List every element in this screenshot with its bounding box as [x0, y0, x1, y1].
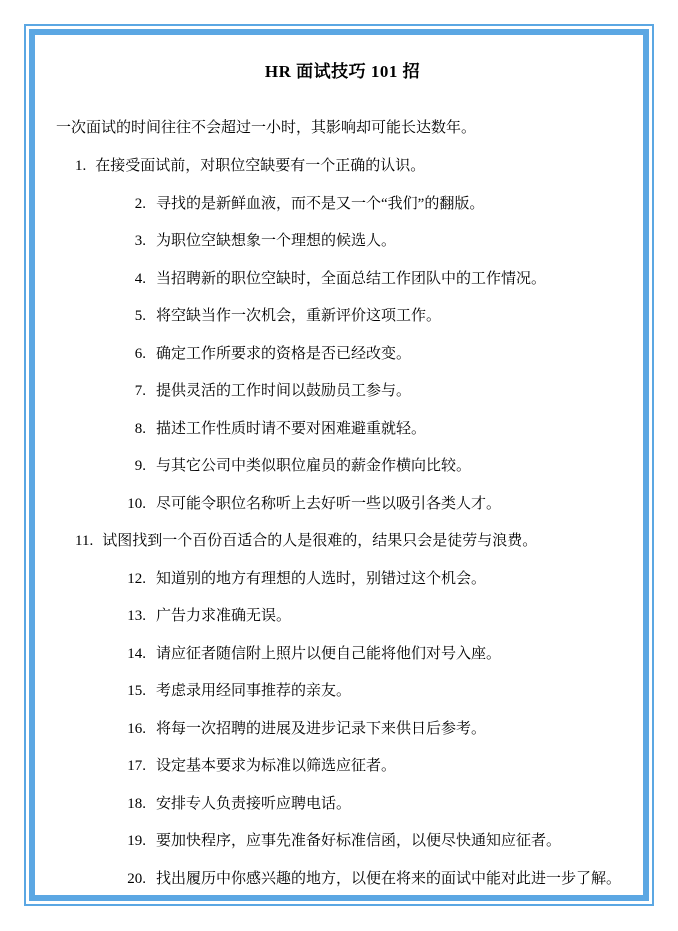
list-item — [75, 608, 629, 625]
list-item-number: 3. — [134, 233, 146, 249]
list-item — [75, 421, 629, 438]
list-item-text: 将每一次招聘的进展及进步记录下来供日后参考。 — [156, 720, 487, 737]
list-item-text: 当招聘新的职位空缺时，全面总结工作团队中的工作情况。 — [156, 270, 547, 287]
list-item-number: 1. — [75, 158, 87, 174]
list-item-number: 19. — [127, 833, 146, 849]
list-item — [75, 683, 629, 700]
list-item-text: 尽可能令职位名称听上去好听一些以吸引各类人才。 — [156, 495, 502, 512]
list-item-number: 11. — [75, 533, 94, 549]
list-item — [75, 158, 629, 175]
list-item — [75, 533, 629, 550]
list-item-text: 知道别的地方有理想的人选时，别错过这个机会。 — [156, 570, 487, 587]
list-item-number: 8. — [134, 420, 146, 437]
list-item-number: 18. — [127, 795, 146, 812]
list-item — [75, 721, 629, 738]
list-item — [75, 346, 629, 363]
list-item-text: 试图找到一个百份百适合的人是很难的，结果只会是徒劳与浪费。 — [102, 533, 538, 549]
list-item — [75, 646, 629, 663]
list-item-number: 9. — [134, 458, 146, 474]
list-item-text: 在接受面试前，对职位空缺要有一个正确的认识。 — [95, 158, 426, 174]
list-item-text: 请应征者随信附上照片以便自己能将他们对号入座。 — [156, 645, 502, 662]
list-item-number: 14. — [127, 645, 146, 662]
list-item-number: 17. — [127, 758, 146, 774]
list-item — [75, 871, 629, 888]
list-item-text: 确定工作所要求的资格是否已经改变。 — [156, 345, 412, 362]
list-item-number: 13. — [127, 608, 146, 624]
document-content — [35, 35, 643, 895]
page-border-inner — [29, 29, 649, 901]
list-item-text: 提供灵活的工作时间以鼓励员工参与。 — [156, 383, 412, 399]
list-item-number: 20. — [127, 870, 146, 887]
list-item-number: 16. — [127, 720, 146, 737]
list-item — [75, 796, 629, 813]
list-item-text: 找出履历中你感兴趣的地方，以便在将来的面试中能对此进一步了解。 — [156, 870, 622, 887]
list-item — [75, 233, 629, 250]
list-item-number: 15. — [127, 683, 146, 699]
page-title: HR 面试技巧 101 招 — [264, 62, 421, 81]
list-item — [75, 758, 629, 775]
list-item-text: 要加快程序，应事先准备好标准信函，以便尽快通知应征者。 — [156, 833, 562, 849]
list-item-text: 寻找的是新鲜血液，而不是又一个“我们”的翻版。 — [156, 195, 485, 212]
list-item — [75, 308, 629, 325]
list-item — [75, 571, 629, 588]
list-item-number: 6. — [134, 345, 146, 362]
numbered-list — [56, 158, 629, 888]
list-item-text: 描述工作性质时请不要对困难避重就轻。 — [156, 420, 427, 437]
list-item-text: 考虑录用经同事推荐的亲友。 — [156, 683, 352, 699]
list-item-text: 设定基本要求为标准以筛选应征者。 — [156, 758, 397, 774]
list-item-text: 将空缺当作一次机会，重新评价这项工作。 — [156, 308, 442, 324]
list-item-text: 广告力求准确无误。 — [156, 608, 292, 624]
list-item — [75, 271, 629, 288]
list-item-text: 安排专人负责接听应聘电话。 — [156, 795, 352, 812]
page-border-outer — [24, 24, 654, 906]
list-item — [75, 458, 629, 475]
list-item-number: 4. — [134, 270, 146, 287]
list-item-number: 2. — [134, 195, 146, 212]
list-item-number: 10. — [127, 495, 146, 512]
intro-paragraph: 一次面试的时间往往不会超过一小时，其影响却可能长达数年。 — [56, 120, 477, 136]
list-item — [75, 383, 629, 400]
list-item — [75, 496, 629, 513]
list-item-text: 为职位空缺想象一个理想的候选人。 — [156, 233, 397, 249]
list-item — [75, 833, 629, 850]
list-item-number: 12. — [127, 570, 146, 587]
list-item-text: 与其它公司中类似职位雇员的薪金作横向比较。 — [156, 458, 472, 474]
list-item — [75, 196, 629, 213]
list-item-number: 7. — [134, 383, 146, 399]
list-item-number: 5. — [134, 308, 146, 324]
